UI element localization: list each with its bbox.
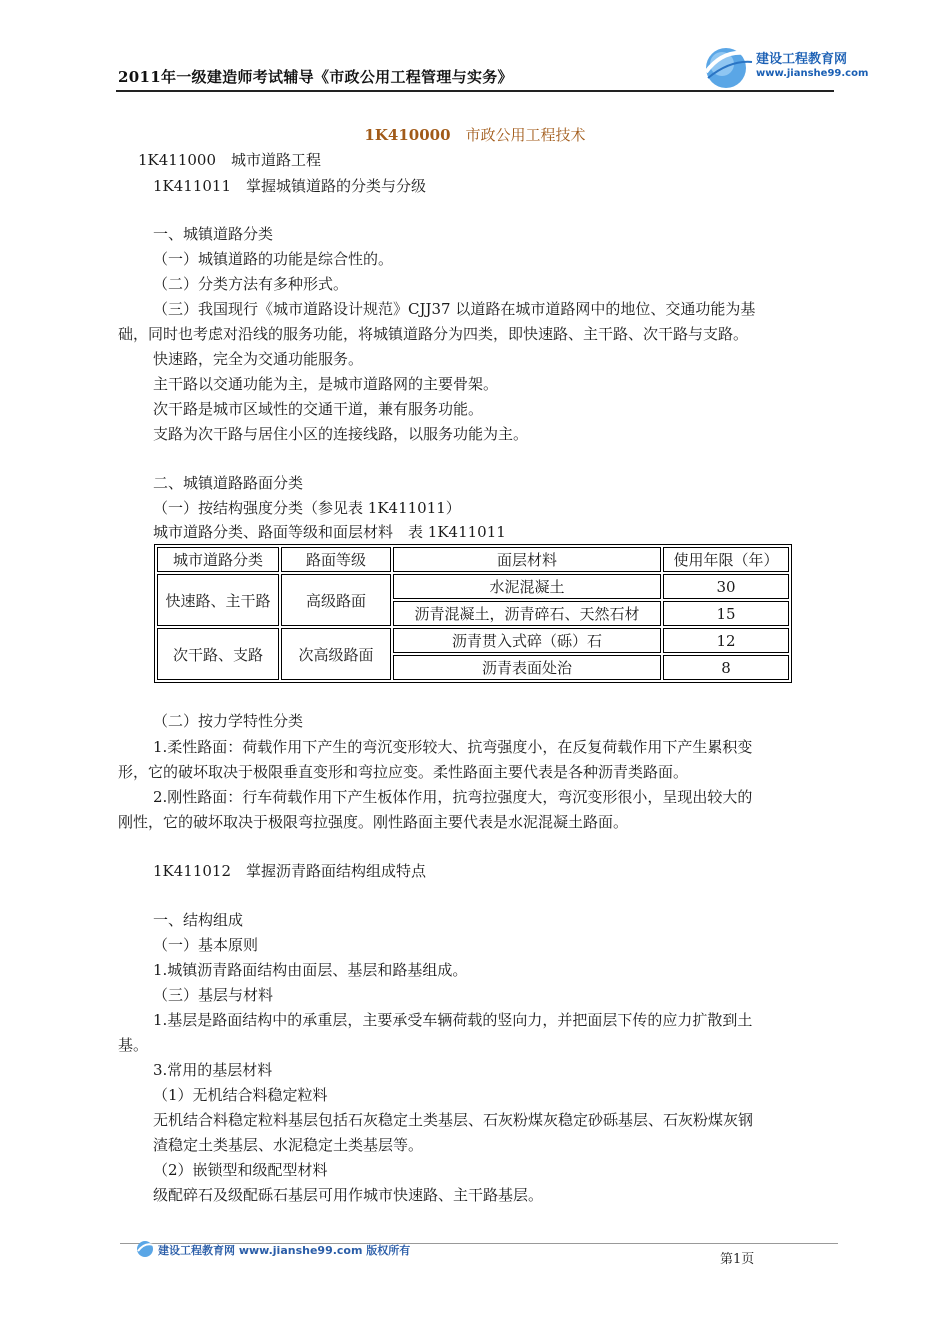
table-cell: 沥青混凝土，沥青碎石、天然石材 [393,601,661,626]
site-logo [700,40,878,92]
paragraph-line: 刚性，它的破坏取决于极限弯拉强度。刚性路面主要代表是水泥混凝土路面。 [118,813,629,831]
table-cell: 8 [663,655,789,680]
paragraph-line: （1）无机结合料稳定粒料 [153,1086,328,1104]
topic-heading: 1K411012 掌握沥青路面结构组成特点 [153,862,427,880]
table-cell: 次高级路面 [281,628,391,680]
paragraph-line: 基。 [118,1036,149,1054]
paragraph-line: 快速路，完全为交通功能服务。 [153,350,364,368]
paragraph-line: （一）城镇道路的功能是综合性的。 [153,250,394,268]
table-cell: 12 [663,628,789,653]
globe-logo-icon [700,40,754,92]
paragraph-line: 形，它的破坏取决于极限垂直变形和弯拉应变。柔性路面主要代表是各种沥青类路面。 [118,763,689,781]
paragraph-line: （一）按结构强度分类（参见表 1K411011） [153,499,461,517]
table-cell: 沥青表面处治 [393,655,661,680]
paragraph-line: 二、城镇道路路面分类 [153,474,304,492]
paragraph-line: （三）我国现行《城市道路设计规范》CJJ37 以道路在城市道路网中的地位、交通功能为基 [153,300,756,318]
paragraph-line: （一）基本原则 [153,936,259,954]
paragraph-line: （二）分类方法有多种形式。 [153,275,349,293]
paragraph-line: 1.城镇沥青路面结构由面层、基层和路基组成。 [153,961,468,979]
page-number: 第1页 [720,1252,755,1267]
table-cell: 15 [663,601,789,626]
paragraph-line: （三）基层与材料 [153,986,274,1004]
paragraph-line: 次干路是城市区域性的交通干道，兼有服务功能。 [153,400,484,418]
topic-heading: 1K411011 掌握城镇道路的分类与分级 [153,177,427,195]
table-cell: 次干路、支路 [157,628,279,680]
table-header-cell: 面层材料 [393,547,661,572]
logo-name: 建设工程教育网 [756,52,848,67]
table-caption: 城市道路分类、路面等级和面层材料 表 1K411011 [153,523,506,541]
table-cell: 沥青贯入式碎（砾）石 [393,628,661,653]
paragraph-line: 无机结合料稳定粒料基层包括石灰稳定土类基层、石灰粉煤灰稳定砂砾基层、石灰粉煤灰钢 [153,1111,754,1129]
paragraph-line: 础，同时也考虑对沿线的服务功能，将城镇道路分为四类，即快速路、主干路、次干路与支路。 [118,325,749,343]
paragraph-line: 一、城镇道路分类 [153,225,274,243]
paragraph-line: 支路为次干路与居住小区的连接线路，以服务功能为主。 [153,425,529,443]
chapter-heading: 1K411000 城市道路工程 [138,151,322,169]
section-code: 1K410000 [364,126,451,144]
paragraph-line: 1.柔性路面：荷载作用下产生的弯沉变形较大、抗弯强度小，在反复荷载作用下产生累积变 [153,738,753,756]
paragraph-line: （2）嵌锁型和级配型材料 [153,1161,328,1179]
document-header-title: 2011年一级建造师考试辅导《市政公用工程管理与实务》 [118,68,513,86]
section-title [0,124,950,145]
globe-footer-icon [136,1240,154,1258]
logo-url: www.jianshe99.com [756,68,869,79]
section-name: 市政公用工程技术 [465,126,586,144]
table-row [157,628,789,653]
paragraph-line: 2.刚性路面：行车荷载作用下产生板体作用，抗弯拉强度大，弯沉变形很小，呈现出较大的 [153,788,753,806]
paragraph-line: 一、结构组成 [153,911,244,929]
paragraph-line: 渣稳定土类基层、水泥稳定土类基层等。 [153,1136,424,1154]
paragraph-line: （二）按力学特性分类 [153,712,304,730]
road-classification-table [154,544,792,683]
paragraph-line: 主干路以交通功能为主，是城市道路网的主要骨架。 [153,375,499,393]
table-cell: 快速路、主干路 [157,574,279,626]
table-cell: 水泥混凝土 [393,574,661,599]
table-header-cell: 城市道路分类 [157,547,279,572]
table-cell: 高级路面 [281,574,391,626]
table-header-cell: 路面等级 [281,547,391,572]
table-header-row [157,547,789,572]
table-cell: 30 [663,574,789,599]
paragraph-line: 级配碎石及级配砾石基层可用作城市快速路、主干路基层。 [153,1186,544,1204]
table-header-cell: 使用年限（年） [663,547,789,572]
paragraph-line: 1.基层是路面结构中的承重层，主要承受车辆荷载的竖向力，并把面层下传的应力扩散到土 [153,1011,753,1029]
paragraph-line: 3.常用的基层材料 [153,1061,273,1079]
table-row [157,574,789,599]
footer-copyright: 建设工程教育网 www.jianshe99.com 版权所有 [158,1244,411,1257]
